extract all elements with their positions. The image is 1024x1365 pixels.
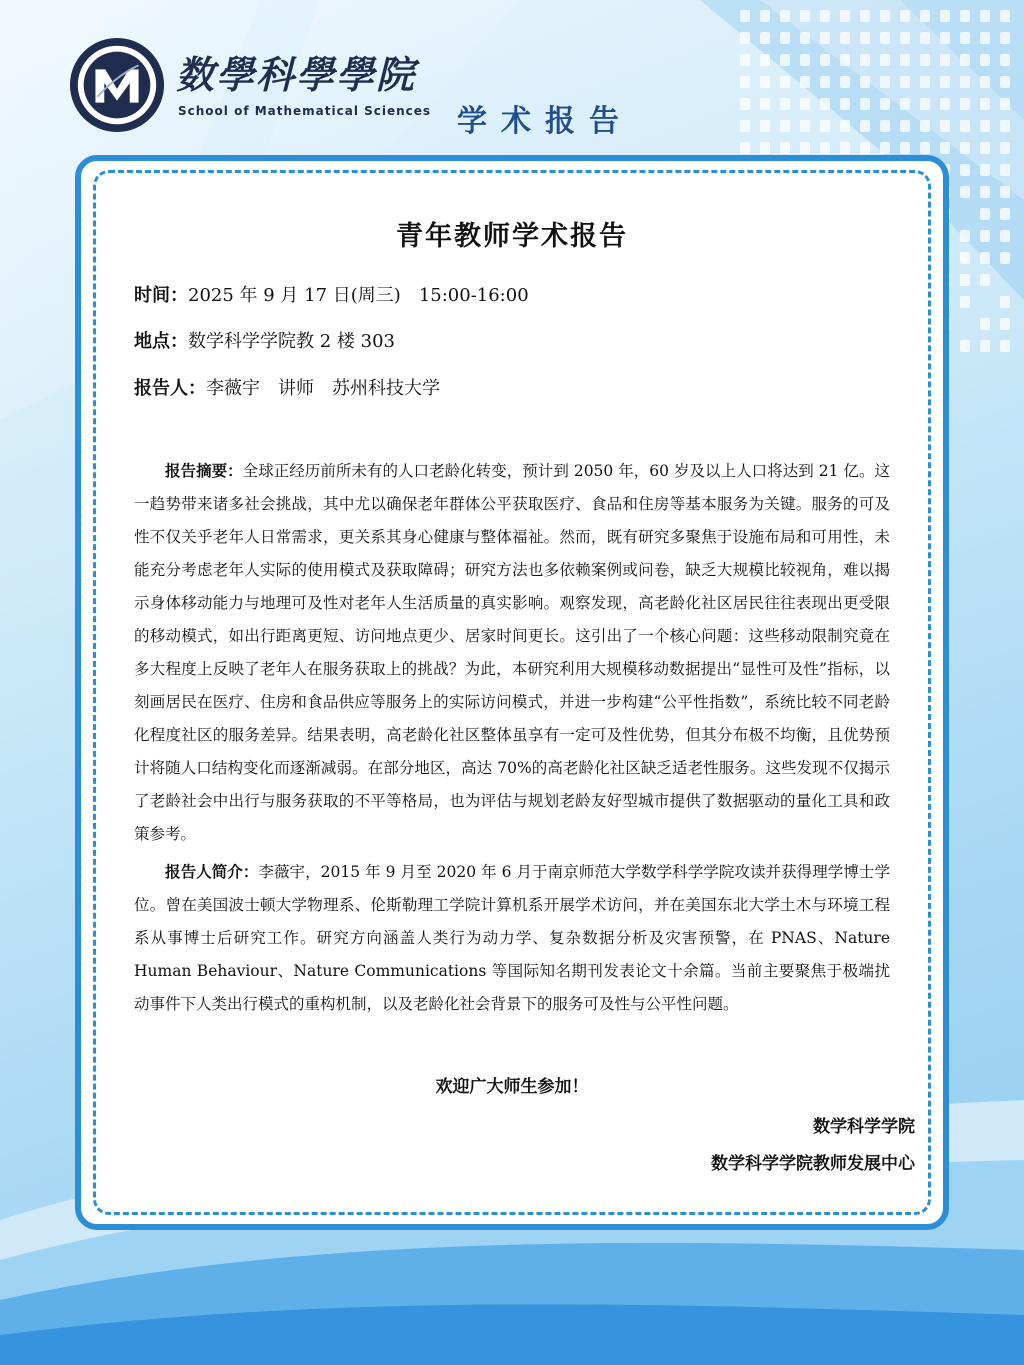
report-heading: 学术报告	[457, 104, 633, 139]
organizer-center: 数学科学学院教师发展中心	[711, 1154, 915, 1174]
abstract-label: 报告摘要：	[165, 461, 243, 480]
speaker-label: 报告人：	[134, 378, 206, 399]
time-line	[134, 281, 529, 307]
bio-paragraph	[134, 855, 890, 1021]
notice-title: 青年教师学术报告	[396, 221, 628, 252]
speaker-value: 李薇宇 讲师 苏州科技大学	[206, 378, 440, 399]
bio-text: 李薇宇，2015 年 9 月至 2020 年 6 月于南京师范大学数学科学学院攻读并获得理学博士学位。曾在美国波士顿大学物理系、伦斯勒理工学院计算机系开展学术访问，并在美国东北大学土木与环境工程系从事博士后研究工作。研究方向涵盖人类行为动力学、复杂数据分析及灾害预警，在 PNAS、Nature Human Behaviour、Nature Communications 等国际知名期刊发表论文十余篇。当前主要聚焦于极端扰动事件下人类出行模式的重构机制，以及老龄化社会背景下的服务可及性与公平性问题。	[134, 863, 890, 1013]
organizer-school: 数学科学学院	[813, 1117, 915, 1137]
time-label: 时间：	[134, 285, 188, 306]
school-name-en: School of Mathematical Sciences	[178, 104, 432, 118]
bio-label: 报告人简介：	[165, 862, 259, 881]
place-value: 数学科学学院教 2 楼 303	[188, 331, 395, 352]
abstract-text: 全球正经历前所未有的人口老龄化转变，预计到 2050 年，60 岁及以上人口将达到 21 亿。这一趋势带来诸多社会挑战，其中尤以确保老年群体公平获取医疗、食品和住房等基本服务为关键。服务的可及性不仅关乎老年人日常需求，更关系其身心健康与整体福祉。然而，既有研究多聚焦于设施布局和可用性，未能充分考虑老年人实际的使用模式及获取障碍；研究方法也多依赖案例或问卷，缺乏大规模比较视角，难以揭示身体移动能力与地理可及性对老年人生活质量的真实影响。观察发现，高老龄化社区居民往往表现出更受限的移动模式，如出行距离更短、访问地点更少、居家时间更长。这引出了一个核心问题：这些移动限制究竟在多大程度上反映了老年人在服务获取上的挑战？为此，本研究利用大规模移动数据提出“显性可及性”指标，以刻画居民在医疗、住房和食品供应等服务上的实际访问模式，并进一步构建“公平性指数”，系统比较不同老龄化程度社区的服务差异。结果表明，高老龄化社区整体虽享有一定可及性优势，但其分布极不均衡，且优势预计将随人口结构变化而逐渐减弱。在部分地区，高达 70%的高老龄化社区缺乏适老性服务。这些发现不仅揭示了老龄社会中出行与服务获取的不平等格局，也为评估与规划老龄友好型城市提供了数据驱动的量化工具和政策参考。	[134, 462, 890, 843]
abstract-paragraph	[134, 454, 890, 851]
speaker-line	[134, 374, 440, 400]
welcome-message: 欢迎广大师生参加！	[435, 1077, 589, 1097]
place-line	[134, 327, 395, 353]
school-name-cn: 数學科學學院	[176, 52, 417, 97]
place-label: 地点：	[134, 331, 188, 352]
time-value: 2025 年 9 月 17 日(周三) 15:00-16:00	[188, 285, 529, 306]
